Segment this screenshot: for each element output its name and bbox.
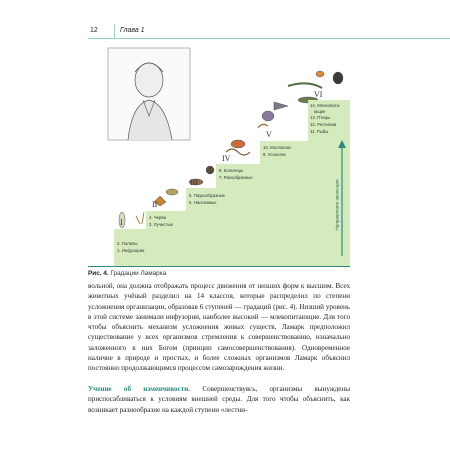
step-label: 9. Усоногие xyxy=(263,152,286,157)
step-label: 8. Кольчецы xyxy=(219,168,244,173)
step-1 xyxy=(114,229,350,266)
lamarck-gradations-figure xyxy=(88,44,350,266)
chapter-title: Глава 1 xyxy=(120,27,145,34)
step-label: 11. Рыбы xyxy=(310,129,329,134)
step-numeral: III xyxy=(190,178,198,187)
step-label: 3. Лучистые xyxy=(149,222,174,227)
figure-caption-text: Градации Ламарка xyxy=(110,270,167,277)
step-label: 4. Черви xyxy=(149,215,167,220)
step-numeral: V xyxy=(266,130,272,139)
body-paragraph-2 xyxy=(88,384,350,415)
step-label: 13. Птицы xyxy=(310,115,331,120)
step-numeral: I xyxy=(120,218,123,227)
step-2 xyxy=(146,211,350,229)
step-numeral: VI xyxy=(314,90,323,99)
step-label: 10. Моллюски xyxy=(263,145,291,150)
step-label: 1. Инфузории xyxy=(117,248,145,253)
step-label: ющие xyxy=(314,109,326,114)
step-label: 12. Рептилии xyxy=(310,122,337,127)
step-label: 2. Полипы xyxy=(117,241,138,246)
evolution-arrow-label: Направление эволюции xyxy=(334,179,340,231)
header-divider xyxy=(114,24,115,38)
step-label: 6. Паукообразные xyxy=(189,193,226,198)
step-label: 5. Насекомые xyxy=(189,200,217,205)
body-paragraph-1: вольной, она должна отображать процесс движения от низших форм к высшим. Всех животных учёный разделил на 14 классов, которые распределил по степени усложнения организации, образовав 6 ступеней — градаций (рис. 4). Низший уровень в этой системе занимали инфузории, наиболее высокий — млекопитающие. Для того чтобы объяснить механизм усложнения живых существ, Ламарк предположил существование у всех организмов стремления к совершенствованию, изначально заложенного в них Богом (принцип самосовершенствования). Одновременное наличие в природе и простых, и более сложных организмов Ламарк объяснил постоянно продолжающимся процессом самозарождения жизни. xyxy=(88,282,350,373)
header-rule xyxy=(88,38,450,39)
figure-caption-number: Рис. 4. xyxy=(88,270,109,277)
step-numeral: II xyxy=(152,200,158,209)
step-label: 7. Ракообразные xyxy=(219,175,253,180)
term-heading: Учение об изменчивости. xyxy=(88,385,191,393)
step-numeral: IV xyxy=(222,154,231,163)
step-label: 14. Млекопита- xyxy=(310,103,341,108)
page-number: 12 xyxy=(90,27,98,34)
figure-rule xyxy=(88,266,350,267)
figure-caption xyxy=(88,270,166,277)
body-paragraph-2-text: Совершенствуясь, организмы вынуждены приспосабливаться к условиям внешней среды. Для того чтобы объяснить, как возникает разнообразие на каждой ступени «лестни- xyxy=(88,385,350,414)
